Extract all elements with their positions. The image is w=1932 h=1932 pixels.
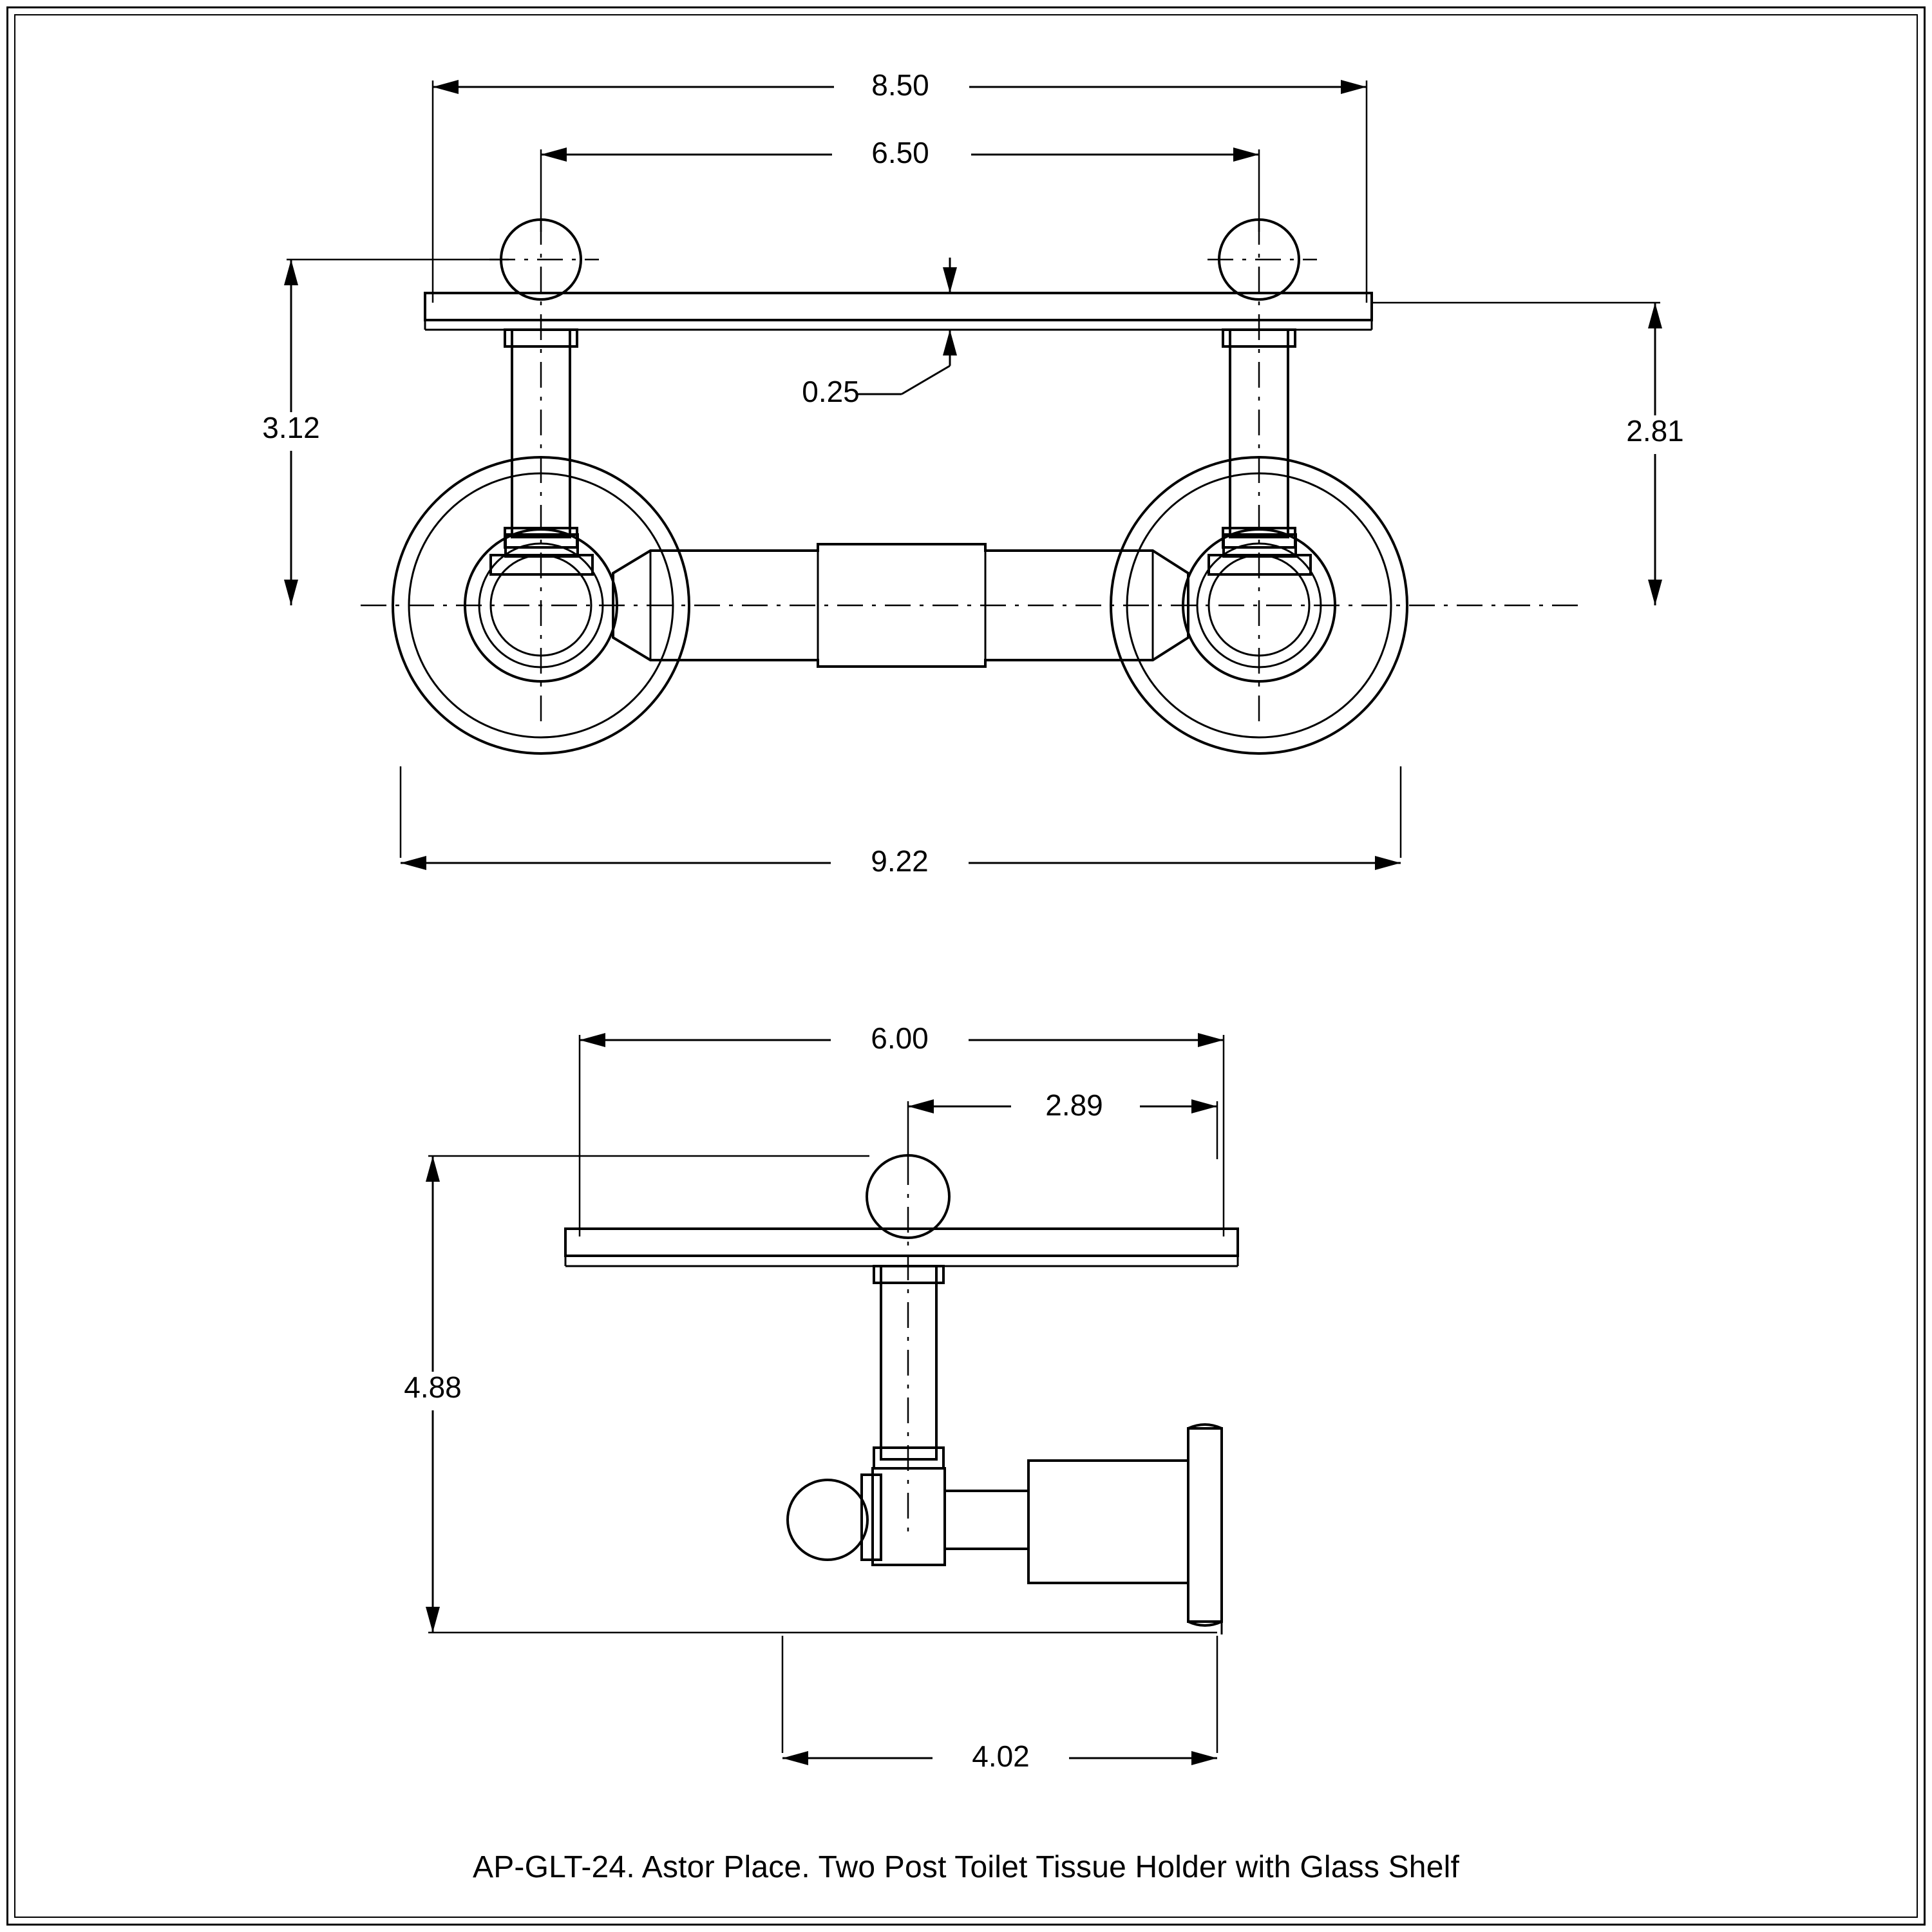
dim-shelf-depth [580,1021,1224,1236]
dim-post-offset [908,1088,1217,1159]
dim-value-0-25: 0.25 [802,375,860,409]
dim-height-left [242,260,509,605]
dim-value-4-88: 4.88 [404,1370,462,1405]
dim-value-2-81: 2.81 [1626,414,1684,448]
dim-value-2-89: 2.89 [1045,1088,1103,1122]
dim-value-8-50: 8.50 [871,68,929,102]
dim-value-6-50: 6.50 [871,136,929,170]
side-view [0,966,1932,1880]
dim-shelf-thickness [802,258,957,408]
dim-value-6-00: 6.00 [871,1021,929,1056]
dim-height-right [1372,303,1708,605]
drawing-caption: AP-GLT-24. Astor Place. Two Post Toilet Tissue Holder with Glass Shelf [473,1850,1459,1884]
side-post [874,1159,943,1533]
side-bracket [788,1425,1222,1634]
dim-value-3-12: 3.12 [262,411,320,445]
dim-bar-length [401,766,1401,882]
right-finial [1208,220,1317,299]
glass-shelf-side [565,1229,1238,1266]
dim-overall-width [433,70,1367,303]
glass-shelf [425,293,1372,330]
dim-bracket-depth [782,1636,1217,1777]
dim-value-4-02: 4.02 [972,1739,1030,1774]
dim-value-9-22: 9.22 [871,844,929,878]
